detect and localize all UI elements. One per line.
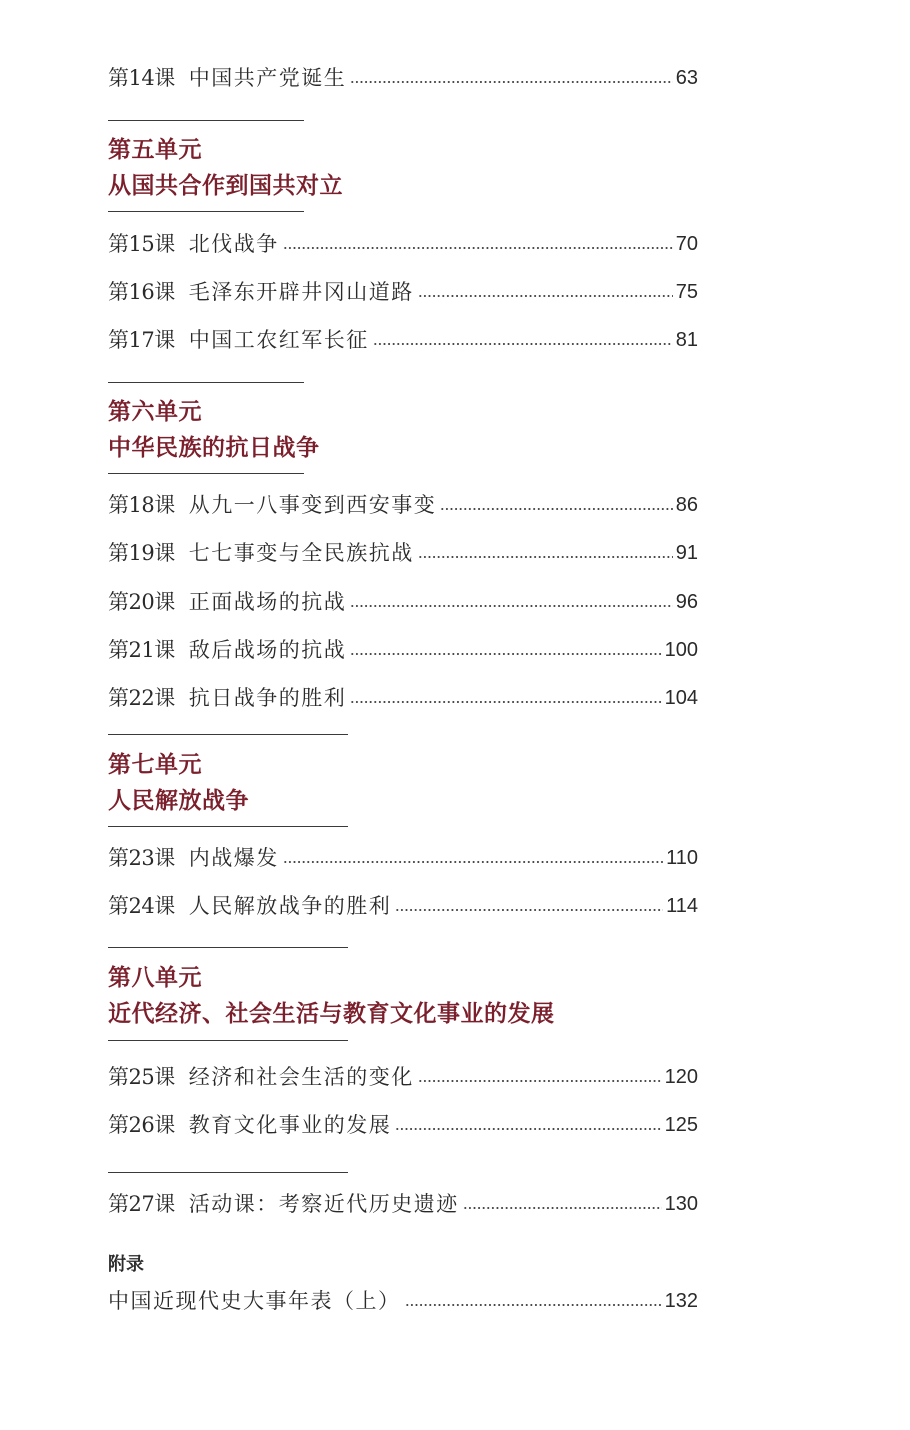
- lesson-number: 第18课: [108, 493, 175, 517]
- unit-divider-bottom: [108, 1040, 348, 1041]
- page-number: 63: [675, 67, 698, 89]
- dot-leader: [350, 75, 673, 84]
- toc-entry-lesson-20[interactable]: [108, 586, 698, 618]
- dot-leader: [440, 502, 673, 511]
- unit-8-label: 第八单元: [108, 964, 202, 991]
- dot-leader: [350, 599, 673, 608]
- unit-6-title: 中华民族的抗日战争: [108, 434, 320, 461]
- lesson-number: 第20课: [108, 590, 175, 614]
- page-number: 81: [675, 329, 698, 351]
- unit-7-label: 第七单元: [108, 751, 202, 778]
- dot-leader: [283, 855, 663, 864]
- lesson-title: 教育文化事业的发展: [188, 1113, 392, 1137]
- lesson-number: 第27课: [108, 1192, 175, 1216]
- unit-divider-top: [108, 382, 304, 383]
- dot-leader: [350, 647, 661, 656]
- page-number: 114: [666, 895, 698, 917]
- lesson-title: 正面战场的抗战: [188, 590, 347, 614]
- lesson-number: 第14课: [108, 66, 175, 90]
- page-number: 96: [675, 591, 698, 613]
- page-number: 70: [675, 233, 698, 255]
- toc-entry-lesson-23[interactable]: [108, 842, 698, 874]
- unit-divider-top: [108, 120, 304, 121]
- toc-entry-lesson-14[interactable]: [108, 62, 698, 94]
- lesson-number: 第21课: [108, 638, 175, 662]
- lesson-number: 第16课: [108, 280, 175, 304]
- toc-entry-lesson-26[interactable]: [108, 1109, 698, 1141]
- lesson-title: 毛泽东开辟井冈山道路: [188, 280, 414, 304]
- unit-5-title: 从国共合作到国共对立: [108, 172, 343, 199]
- page-number: 120: [664, 1066, 698, 1088]
- toc-entry-lesson-22[interactable]: [108, 682, 698, 714]
- unit-8-title: 近代经济、社会生活与教育文化事业的发展: [108, 1000, 555, 1027]
- page-number: 104: [664, 687, 698, 709]
- toc-entry-lesson-19[interactable]: [108, 537, 698, 569]
- lesson-number: 第17课: [108, 328, 175, 352]
- dot-leader: [395, 903, 663, 912]
- lesson-number: 第22课: [108, 686, 175, 710]
- lesson-title: 七七事变与全民族抗战: [188, 541, 414, 565]
- appendix-title: 中国近现代史大事年表（上）: [108, 1289, 401, 1313]
- lesson-number: 第23课: [108, 846, 175, 870]
- page-number: 130: [664, 1193, 698, 1215]
- page-number: 110: [666, 847, 698, 869]
- unit-divider-bottom: [108, 473, 304, 474]
- dot-leader: [463, 1201, 662, 1210]
- dot-leader: [418, 289, 673, 298]
- lesson-number: 第24课: [108, 894, 175, 918]
- toc-entry-appendix-timeline[interactable]: [108, 1285, 698, 1317]
- unit-5-label: 第五单元: [108, 136, 202, 163]
- lesson-number: 第26课: [108, 1113, 175, 1137]
- toc-entry-lesson-27[interactable]: [108, 1188, 698, 1220]
- lesson-number: 第25课: [108, 1065, 175, 1089]
- page-number: 75: [675, 281, 698, 303]
- dot-leader: [373, 337, 673, 346]
- lesson-title: 从九一八事变到西安事变: [188, 493, 437, 517]
- toc-entry-lesson-15[interactable]: [108, 228, 698, 260]
- dot-leader: [395, 1122, 661, 1131]
- toc-entry-lesson-21[interactable]: [108, 634, 698, 666]
- unit-divider-top: [108, 947, 348, 948]
- toc-entry-lesson-18[interactable]: [108, 489, 698, 521]
- lesson-number: 第19课: [108, 541, 175, 565]
- lesson-title: 经济和社会生活的变化: [188, 1065, 414, 1089]
- lesson-title: 中国共产党诞生: [188, 66, 347, 90]
- lesson-title: 抗日战争的胜利: [188, 686, 347, 710]
- lesson-title: 人民解放战争的胜利: [188, 894, 392, 918]
- unit-6-label: 第六单元: [108, 398, 202, 425]
- toc-entry-lesson-24[interactable]: [108, 890, 698, 922]
- page-number: 132: [664, 1290, 698, 1312]
- lesson-title: 北伐战争: [188, 232, 279, 256]
- toc-entry-lesson-16[interactable]: [108, 276, 698, 308]
- lesson-title: 活动课：考察近代历史遗迹: [188, 1192, 459, 1216]
- unit-divider-top: [108, 734, 348, 735]
- toc-entry-lesson-25[interactable]: [108, 1061, 698, 1093]
- toc-entry-lesson-17[interactable]: [108, 324, 698, 356]
- unit-divider-bottom: [108, 826, 348, 827]
- lesson-title: 敌后战场的抗战: [188, 638, 347, 662]
- page-number: 100: [664, 639, 698, 661]
- dot-leader: [350, 695, 661, 704]
- unit-7-title: 人民解放战争: [108, 787, 249, 814]
- lesson-number: 第15课: [108, 232, 175, 256]
- dot-leader: [418, 550, 673, 559]
- section-divider: [108, 1172, 348, 1173]
- lesson-title: 中国工农红军长征: [188, 328, 369, 352]
- unit-divider-bottom: [108, 211, 304, 212]
- dot-leader: [418, 1074, 662, 1083]
- page-number: 91: [675, 542, 698, 564]
- page-number: 86: [675, 494, 698, 516]
- appendix-label: 附录: [108, 1254, 144, 1275]
- dot-leader: [405, 1298, 662, 1307]
- page-number: 125: [664, 1114, 698, 1136]
- lesson-title: 内战爆发: [188, 846, 279, 870]
- dot-leader: [283, 241, 673, 250]
